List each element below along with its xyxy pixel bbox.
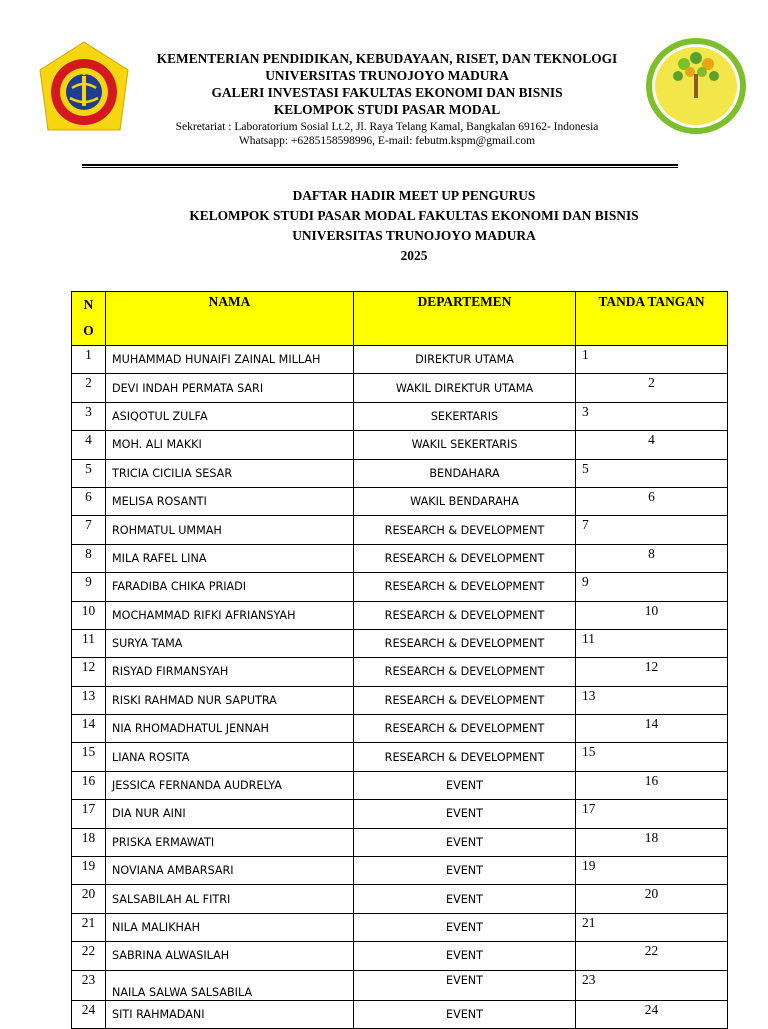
table-row xyxy=(72,857,728,885)
row-number: 23 xyxy=(72,970,106,1000)
gallery-name: GALERI INVESTASI FAKULTAS EKONOMI DAN BISNIS xyxy=(211,85,563,100)
letterhead xyxy=(130,50,644,148)
row-signature: 24 xyxy=(576,1000,728,1028)
table-row xyxy=(72,686,728,714)
row-department: RESEARCH & DEVELOPMENT xyxy=(354,658,576,686)
row-name: NOVIANA AMBARSARI xyxy=(106,857,354,885)
row-department: EVENT xyxy=(354,970,576,1000)
row-signature: 9 xyxy=(576,573,728,601)
table-row xyxy=(72,1000,728,1028)
row-number: 4 xyxy=(72,431,106,459)
row-department: BENDAHARA xyxy=(354,459,576,487)
row-name: SURYA TAMA xyxy=(106,629,354,657)
group-name: KELOMPOK STUDI PASAR MODAL xyxy=(273,102,501,117)
document-title xyxy=(0,186,768,266)
row-signature: 11 xyxy=(576,629,728,657)
header-name: NAMA xyxy=(106,292,354,346)
row-department: RESEARCH & DEVELOPMENT xyxy=(354,516,576,544)
row-signature: 15 xyxy=(576,743,728,771)
row-department: EVENT xyxy=(354,942,576,970)
row-number: 19 xyxy=(72,857,106,885)
row-number: 7 xyxy=(72,516,106,544)
row-name: SABRINA ALWASILAH xyxy=(106,942,354,970)
university-seal-icon xyxy=(38,40,130,132)
table-row xyxy=(72,487,728,515)
row-signature: 21 xyxy=(576,913,728,941)
row-department: WAKIL DIREKTUR UTAMA xyxy=(354,374,576,402)
row-signature: 6 xyxy=(576,487,728,515)
row-number: 15 xyxy=(72,743,106,771)
row-name: MOCHAMMAD RIFKI AFRIANSYAH xyxy=(106,601,354,629)
row-department: RESEARCH & DEVELOPMENT xyxy=(354,743,576,771)
row-name: SITI RAHMADANI xyxy=(106,1000,354,1028)
university-name: UNIVERSITAS TRUNOJOYO MADURA xyxy=(265,68,509,83)
address-line: Sekretariat : Laboratorium Sosial Lt.2, Jl. Raya Telang Kamal, Bangkalan 69162- Indonesia xyxy=(175,121,599,133)
table-row xyxy=(72,516,728,544)
row-signature: 23 xyxy=(576,970,728,1000)
row-department: EVENT xyxy=(354,800,576,828)
row-signature: 16 xyxy=(576,771,728,799)
row-department: SEKERTARIS xyxy=(354,402,576,430)
row-signature: 22 xyxy=(576,942,728,970)
attendance-table xyxy=(71,291,728,1029)
row-name: ROHMATUL UMMAH xyxy=(106,516,354,544)
row-signature: 14 xyxy=(576,715,728,743)
row-department: RESEARCH & DEVELOPMENT xyxy=(354,629,576,657)
table-row xyxy=(72,346,728,374)
row-name: NIA RHOMADHATUL JENNAH xyxy=(106,715,354,743)
row-name: SALSABILAH AL FITRI xyxy=(106,885,354,913)
row-number: 20 xyxy=(72,885,106,913)
row-name: PRISKA ERMAWATI xyxy=(106,828,354,856)
row-signature: 8 xyxy=(576,544,728,572)
table-header-row xyxy=(72,292,728,346)
row-signature: 2 xyxy=(576,374,728,402)
row-department: EVENT xyxy=(354,828,576,856)
row-number: 5 xyxy=(72,459,106,487)
row-signature: 10 xyxy=(576,601,728,629)
row-department: RESEARCH & DEVELOPMENT xyxy=(354,544,576,572)
row-name: MUHAMMAD HUNAIFI ZAINAL MILLAH xyxy=(106,346,354,374)
table-row xyxy=(72,885,728,913)
row-department: EVENT xyxy=(354,857,576,885)
header-signature: TANDA TANGAN xyxy=(576,292,728,346)
row-name: DIA NUR AINI xyxy=(106,800,354,828)
row-signature: 3 xyxy=(576,402,728,430)
row-name: NILA MALIKHAH xyxy=(106,913,354,941)
row-department: RESEARCH & DEVELOPMENT xyxy=(354,601,576,629)
row-department: WAKIL SEKERTARIS xyxy=(354,431,576,459)
row-department: EVENT xyxy=(354,885,576,913)
row-department: EVENT xyxy=(354,913,576,941)
table-body xyxy=(72,346,728,1029)
row-signature: 12 xyxy=(576,658,728,686)
title-line-3: UNIVERSITAS TRUNOJOYO MADURA xyxy=(292,228,536,243)
ministry-name: KEMENTERIAN PENDIDIKAN, KEBUDAYAAN, RISET, DAN TEKNOLOGI xyxy=(156,51,618,66)
row-department: RESEARCH & DEVELOPMENT xyxy=(354,686,576,714)
row-number: 24 xyxy=(72,1000,106,1028)
kspm-logo xyxy=(644,36,748,136)
row-number: 12 xyxy=(72,658,106,686)
row-name: NAILA SALWA SALSABILA xyxy=(106,970,354,1000)
row-number: 14 xyxy=(72,715,106,743)
row-number: 21 xyxy=(72,913,106,941)
table-row xyxy=(72,771,728,799)
row-signature: 1 xyxy=(576,346,728,374)
row-number: 13 xyxy=(72,686,106,714)
row-name: RISYAD FIRMANSYAH xyxy=(106,658,354,686)
table-row xyxy=(72,573,728,601)
row-number: 8 xyxy=(72,544,106,572)
row-name: ASIQOTUL ZULFA xyxy=(106,402,354,430)
row-number: 22 xyxy=(72,942,106,970)
row-signature: 5 xyxy=(576,459,728,487)
row-department: DIREKTUR UTAMA xyxy=(354,346,576,374)
row-number: 3 xyxy=(72,402,106,430)
title-line-1: DAFTAR HADIR MEET UP PENGURUS xyxy=(292,188,536,203)
table-row xyxy=(72,970,728,1000)
row-number: 18 xyxy=(72,828,106,856)
kspm-tree-icon xyxy=(644,36,748,136)
row-name: FARADIBA CHIKA PRIADI xyxy=(106,573,354,601)
row-name: DEVI INDAH PERMATA SARI xyxy=(106,374,354,402)
row-number: 17 xyxy=(72,800,106,828)
table-row xyxy=(72,743,728,771)
title-year: 2025 xyxy=(400,248,428,263)
row-signature: 18 xyxy=(576,828,728,856)
row-signature: 17 xyxy=(576,800,728,828)
row-name: MILA RAFEL LINA xyxy=(106,544,354,572)
row-department: RESEARCH & DEVELOPMENT xyxy=(354,573,576,601)
row-signature: 4 xyxy=(576,431,728,459)
table-row xyxy=(72,942,728,970)
row-name: MELISA ROSANTI xyxy=(106,487,354,515)
header-department: DEPARTEMEN xyxy=(354,292,576,346)
row-number: 1 xyxy=(72,346,106,374)
row-signature: 13 xyxy=(576,686,728,714)
title-line-2: KELOMPOK STUDI PASAR MODAL FAKULTAS EKONOMI DAN BISNIS xyxy=(189,208,639,223)
letterhead-divider xyxy=(82,164,678,168)
row-number: 11 xyxy=(72,629,106,657)
header-no: N O xyxy=(72,292,106,346)
row-number: 2 xyxy=(72,374,106,402)
contact-line: Whatsapp: +6285158598996, E-mail: febutm.kspm@gmail.com xyxy=(238,135,536,147)
table-row xyxy=(72,459,728,487)
row-department: WAKIL BENDARAHA xyxy=(354,487,576,515)
row-name: LIANA ROSITA xyxy=(106,743,354,771)
row-name: JESSICA FERNANDA AUDRELYA xyxy=(106,771,354,799)
table-row xyxy=(72,374,728,402)
row-name: MOH. ALI MAKKI xyxy=(106,431,354,459)
row-number: 9 xyxy=(72,573,106,601)
row-signature: 7 xyxy=(576,516,728,544)
row-department: EVENT xyxy=(354,771,576,799)
row-number: 6 xyxy=(72,487,106,515)
row-number: 16 xyxy=(72,771,106,799)
table-row xyxy=(72,544,728,572)
table-row xyxy=(72,828,728,856)
table-row xyxy=(72,402,728,430)
table-row xyxy=(72,800,728,828)
table-row xyxy=(72,629,728,657)
table-row xyxy=(72,658,728,686)
row-signature: 20 xyxy=(576,885,728,913)
table-row xyxy=(72,601,728,629)
row-number: 10 xyxy=(72,601,106,629)
row-department: EVENT xyxy=(354,1000,576,1028)
row-department: RESEARCH & DEVELOPMENT xyxy=(354,715,576,743)
table-row xyxy=(72,431,728,459)
table-row xyxy=(72,715,728,743)
row-name: TRICIA CICILIA SESAR xyxy=(106,459,354,487)
university-logo xyxy=(38,40,130,132)
row-signature: 19 xyxy=(576,857,728,885)
row-name: RISKI RAHMAD NUR SAPUTRA xyxy=(106,686,354,714)
table-row xyxy=(72,913,728,941)
